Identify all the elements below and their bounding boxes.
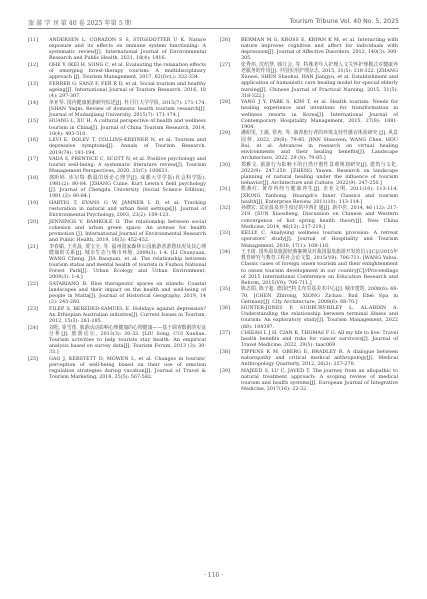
reference-number: [31] bbox=[220, 186, 230, 193]
reference-number: [27] bbox=[220, 61, 230, 68]
reference-text: 张秀伟, 沈绍慧, 韩江会, 等. 特殊老年人护理人文关怀护理模式对健康养老服务的作用[J]. 中国实用护理杂志, 2015, 31(5): 318-322. [ZHANG Xiuwei, SHEN Shaohui, HAN Jiangyu, et al. Establishment and application of humanistic care healing model for special elderly nursing[J]. Chinese Journal of Practical Nursing, 2015, 31(5): 318-322.] bbox=[241, 61, 398, 99]
reference-text: 郑雅文. 旅游行为影响下的自然疗愈性景观规划研究[J]. 建筑与文化, 2022(9): 247-250. [ZHENG Yawen. Research on landscape planning of natural healing under the influence of tourism behavior[J]. Architecture and Culture, 2022(9): 247-250.] bbox=[241, 161, 398, 186]
reference-text: 潘昭雯, 王薇, 侯冉, 等. 康养旅行者的环境支持性感官体验研究 [J]. 风景园林, 2022, 29(8): 79-85. [PAN Shaowen, WANG Chen, HOU Rui, et al. Advances in research on virtual healing environments and their healing benefits[J]. Landscape Architecture, 2022, 29 (8): 79-85.] bbox=[241, 130, 398, 161]
reference-number: [17] bbox=[28, 156, 38, 163]
reference-number: [20] bbox=[28, 218, 38, 225]
reference-text: YANG J Y, PARK S, KIM T, et al. Health tourism: Needs for healing experience and intentions for transformation in wellness resorts in Korea[J]. International Journal of Contemporary Hospitality Management, 2015, 27(8): 1881-1904. bbox=[241, 99, 398, 130]
reference-item bbox=[28, 356, 206, 381]
reference-item bbox=[220, 162, 398, 187]
reference-text: 单亚琴. 国内健康旅游研究综述[J]. 牡丹江大学学报, 2015(7): 171-174. [SHAN Yaqin. Review of domestic health tourism research[J]. Journal of Mudanjiang University, 2015(7): 171-174.] bbox=[49, 99, 206, 118]
reference-item bbox=[28, 244, 206, 281]
reference-item bbox=[220, 330, 398, 348]
reference-text: 陈志瑞, 陈子超. 德国巴特艾布里基美术中心[J]. 城市建筑, 2008(6): 68-70. [CHEN Zhirong, XIONG Zichao. Bad Ebel Spa in Germany[J]. City Architecture, 2008(6): 68-70.] bbox=[241, 286, 398, 305]
reference-number: [18] bbox=[28, 174, 38, 181]
reference-item bbox=[28, 62, 206, 80]
header-left: 旅 游 学 刊 第 40 卷 2025 年第 5 期 bbox=[28, 20, 131, 27]
reference-number: [14] bbox=[28, 99, 38, 106]
reference-item bbox=[220, 230, 398, 248]
reference-text: FILEP S, BEREDED-SAMUEL E. Holidays against depression? An Ethiopian Australian initiative[J]. Current Issues in Tourism, 2012, 15(3): 281-285. bbox=[49, 305, 206, 325]
reference-item bbox=[220, 286, 398, 304]
reference-item bbox=[28, 306, 206, 324]
reference-item bbox=[28, 100, 206, 118]
reference-text: VADA S, PRENTICE C, SCOTT N, et al. Positive psychology and tourist well-being: A systematic literature review[J]. Tourism Management Perspectives, 2020, 33(C): 100631. bbox=[49, 156, 206, 175]
reference-item bbox=[28, 219, 206, 244]
reference-text: CHIEAH L J H, CIAN K, THOMAS F G. All my life to live: Travel health benefits and risks for cancer survivors[J]. Journal of Travel Medicine, 2022, 29(5): taac069. bbox=[241, 330, 398, 349]
reference-number: [26] bbox=[220, 37, 230, 43]
reference-item bbox=[220, 99, 398, 130]
header-right: Tourism Tribune Vol. 40 No. 5, 2025 bbox=[289, 18, 399, 25]
reference-number: [15] bbox=[28, 118, 38, 125]
reference-number: [11] bbox=[28, 37, 38, 43]
reference-number: [32] bbox=[220, 205, 230, 212]
reference-number: [28] bbox=[220, 99, 230, 106]
reference-number: [19] bbox=[28, 199, 38, 206]
reference-number: [30] bbox=[220, 161, 230, 168]
reference-item bbox=[28, 37, 206, 62]
reference-item bbox=[28, 81, 206, 99]
reference-text: HUANG L, XU H. A cultural perspective of health and wellness tourism in China[J]. Journal of China Tourism Research, 2014, 10(4): 493-510. bbox=[49, 118, 206, 137]
reference-item bbox=[28, 118, 206, 136]
reference-number: [23] bbox=[28, 305, 38, 312]
reference-text: SATARIANO B. Blue therapeutic spaces on islands: Coastal landscapes and their impact on the health and well-being of people in Malta[J]. Journal of Historical Geography, 2019, 14 (2): 245-260. bbox=[49, 280, 206, 306]
reference-text: KELLY C. Analysing wellness tourism provision: A retreat operators' study[J]. Journal of Hospitality and Tourism Management, 2010, 17(1): 108-116. bbox=[241, 230, 398, 249]
reference-text: GAO J, KERSTETT D, MOWEN L, et al. Changes in tourists' perception of well-being based on their use of emotion regulation strategies during vacation[J]. Journal of Travel & Tourism Marketing, 2018, 35(5): 567-582. bbox=[49, 355, 206, 381]
reference-item bbox=[220, 130, 398, 161]
reference-item bbox=[28, 200, 206, 218]
page-number: · 116 · bbox=[203, 572, 224, 579]
reference-item bbox=[220, 349, 398, 367]
reference-item bbox=[220, 186, 398, 204]
reference-item bbox=[220, 305, 398, 330]
reference-text: 孙晓宏. 试论温泉养生度论的中西汇通[J]. 新中医, 2014, 46 (12): 217-219. [SUN Xiaosheng. Discussion on Chinese and Western convergence of hot spring health theory[J]. New China Medicine, 2014, 46(12): 217-219.] bbox=[241, 205, 398, 230]
references-left-column bbox=[28, 37, 206, 381]
reference-text: LEVI E, DOLEV T, COLLINS-KREINER N, et al. Tourism and depressive symptoms[J]. Annals of Tourism Research, 2019(74): 191-194. bbox=[49, 137, 206, 156]
reference-number: [29] bbox=[220, 130, 230, 137]
reference-number: [24] bbox=[28, 324, 38, 331]
reference-number: [37] bbox=[220, 330, 230, 337]
reference-text: HARTIG T, EVANS G W, JAMNER L D, et al. Tracking restoration in natural and urban field settings[J]. Journal of Environmental Psychology, 2003, 23(2): 109-123. bbox=[49, 199, 206, 219]
reference-number: [21] bbox=[28, 243, 38, 250]
reference-item bbox=[220, 62, 398, 99]
reference-item bbox=[220, 249, 398, 286]
reference-text: 熊燕红. 黄帝内经与健康养生[J]. 企业文明, 2011(10): 113-114. [XIONG Yanhong. Huangdi's Inner Classics and tourism health[J]. Enterprise Review, 2011(10): 113-114.] bbox=[241, 186, 398, 205]
reference-text: 李春媚, 王兆晨, 贾宝全, 等. 福州国家森林公园旅游者游憩状况及其心理健康的关系[J]. 城市生态与城市环境, 2009(3): 1-4. [LI Chunyuan, WANG Cheng, JIA Baoquan, et al. The relationship between tourism status and mental health of tourists in Fuzhou National Forest Park[J]. Urban Ecology and Urban Environment, 2009(3): 1-4.] bbox=[49, 243, 206, 281]
reference-item bbox=[220, 205, 398, 230]
reference-item bbox=[28, 281, 206, 306]
reference-item bbox=[220, 368, 398, 393]
reference-text: OHE Y, IKEI H, SONG C, et al. Evaluating the relaxation effects of emerging forest-therapy tourism: A multidisciplinary approach [J]. Tourism Management, 2017, 62(Oct.): 322-334. bbox=[49, 61, 206, 81]
reference-text: 郭昕婷. 库尔特·勒温的场论心理学[J]. 成都大学学报(社会科学版), 1981(2): 80-84. [ZHANG Cuine. Kurt Lewin's field psychology [J]. Journal of Chengdu University (Social Science Edition), 1981 (2): 80-84.] bbox=[49, 174, 206, 200]
reference-text: FERRER G, SANZ F, FER R D, et al. Social tourism and healthy ageing[J]. International Journal of Tourism Research, 2016, 18 (4): 297-307. bbox=[49, 80, 206, 100]
reference-number: [36] bbox=[220, 305, 230, 312]
reference-number: [34] bbox=[220, 249, 230, 256]
reference-number: [39] bbox=[220, 367, 230, 374]
references-right-column bbox=[220, 37, 398, 393]
reference-number: [38] bbox=[220, 348, 230, 355]
reference-text: BERMAN M G, KROSS E, KRPAN K M, et al. Interacting with nature improves cognition and affect for individuals with depression[J]. Journal of Affective Disorders, 2012, 140(3): 300-305. bbox=[241, 37, 398, 62]
reference-number: [12] bbox=[28, 61, 38, 68]
reference-text: ANDERSEN L, CORAZON S S, STIGSDOTTER U K. Nature exposure and its effects on immune system functioning: A systematic review[J]. International Journal of Environmental Research and Public Health, 2021, 18(4): 1416. bbox=[49, 37, 206, 62]
reference-number: [35] bbox=[220, 286, 230, 293]
reference-item bbox=[220, 37, 398, 62]
reference-text: MAJEED S, LU C, JAVED T. The journey from an allopathic to natural treatment approach: A scoping review of medical tourism and health systems[J]. European Journal of Integrative Medicine, 2017(16): 22-32. bbox=[241, 367, 398, 393]
reference-text: 刘松, 崔雪莲. 旅游活动影响心理健康的心理健康——基于调查数据的实证分析[J]. 旅游论坛, 2013(3): 30-33. [LIU Song, CUI Xuelian. Tourism activities to help tourists stay health: An empirical analysis based on survey data[J]. Tourism Forum, 2013 (3): 30-33.] bbox=[49, 324, 206, 356]
reference-text: 王玉琦. 国外温泉旅游经典案例及对我国温泉旅游开发的启示[C]//2015年教育研究与教育工程社会论文集, 2015(V9): 706-711. [WANG Yuhui. Classic cases of foreign onsen tourism and their enlightenment to onsen tourism development in our country[C]//Proceedings of 2015 International Conference on Education Research and Reform, 2015(V9): 706-711.] bbox=[241, 249, 398, 286]
reference-number: [16] bbox=[28, 137, 38, 144]
reference-item bbox=[28, 175, 206, 200]
reference-number: [22] bbox=[28, 280, 38, 287]
reference-item bbox=[28, 137, 206, 155]
reference-number: [25] bbox=[28, 355, 38, 362]
reference-text: HUNTER-JONES P, SUDBURY-RILEY L, AL-ABDIN A. Understanding the relationship between terminal illness and tourism: An exploratory study[J]. Tourism Management, 2022 (88): 104397. bbox=[241, 305, 398, 330]
reference-text: TIPPENS K M, OBERG E, BRADLEY R. A dialogue between naturopathy and critical medical anthropology[J]. Medical Anthropology Quarterly, 2012, 26(2): 257-270. bbox=[241, 348, 398, 368]
running-header bbox=[28, 16, 399, 29]
reference-number: [13] bbox=[28, 80, 38, 87]
reference-item bbox=[28, 156, 206, 174]
reference-number: [33] bbox=[220, 230, 230, 237]
reference-text: JENNINGS V, BAMKOLE O. The relationship between social cohesion and urban green space: An avenue for health promotion [J]. International Journal of Environmental Research and Public Health, 2019, 16(3): 452-452. bbox=[49, 218, 206, 244]
reference-item bbox=[28, 325, 206, 356]
